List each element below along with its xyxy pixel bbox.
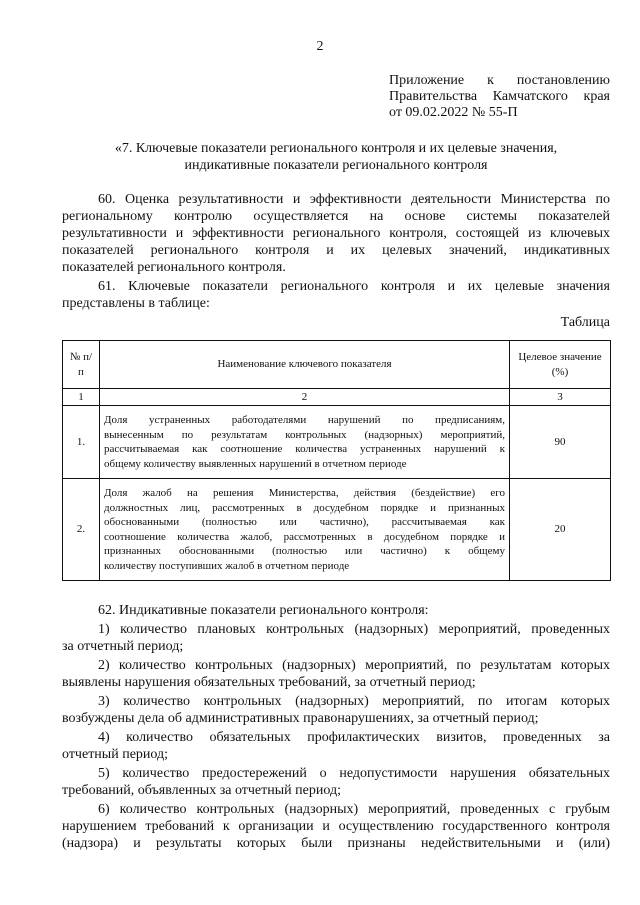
description-line: Доля жалоб на решения Министерства, действия (бездействие) его <box>104 487 505 499</box>
target-value-cell: 90 <box>510 406 611 479</box>
section-title-line-2: индикативные показатели регионального контроля <box>184 157 488 173</box>
key-indicators-table <box>62 340 611 581</box>
list-item-line: 4) количество обязательных профилактических визитов, проведенных за <box>98 730 610 745</box>
list-item-line: 5) количество предостережений о недопустимости нарушения обязательных <box>98 766 610 781</box>
list-item-line: за отчетный период; <box>62 639 184 654</box>
description-line: соотношение количества жалоб, рассмотренных в досудебном порядке и <box>104 530 505 543</box>
section-title <box>62 141 610 174</box>
section-title-line-1: «7. Ключевые показатели регионального контроля и их целевые значения, <box>114 141 558 156</box>
list-item-line: возбуждены дела об административных правонарушениях, за отчетный период; <box>62 711 539 726</box>
description-line: обоснованными (полностью или частично), рассчитываемая как <box>104 516 505 528</box>
list-item-line: нарушением требований к организации и осуществлению государственного контроля <box>62 819 610 834</box>
column-number-cell: 1 <box>63 389 100 406</box>
list-item-line: отчетный период; <box>62 747 169 762</box>
paragraph-61-line: представлены в таблице: <box>62 296 210 311</box>
table-header-row <box>63 341 611 389</box>
paragraph-61-line: 61. Ключевые показатели регионального контроля и их целевые значения <box>98 279 610 294</box>
description-line: общему количеству выявленных нарушений в отчетном периоде <box>104 457 407 470</box>
list-item-line: 6) количество контрольных (надзорных) мероприятий, проведенных с грубым <box>98 802 610 817</box>
paragraph-60-line: показателей регионального контроля и их целевых значений, индикативных <box>62 243 610 258</box>
description-line: количеству поступивших жалоб в отчетном периоде <box>104 559 350 572</box>
appendix-line-2: Правительства Камчатского края <box>389 89 610 104</box>
appendix-line-1: Приложение к постановлению <box>389 73 610 88</box>
paragraph-60-line: 60. Оценка результативности и эффективности деятельности Министерства по <box>98 192 610 207</box>
table-caption: Таблица <box>560 315 610 330</box>
list-item-line: 3) количество контрольных (надзорных) мероприятий, по итогам которых <box>98 694 610 709</box>
row-number-cell: 1. <box>63 406 100 479</box>
description-line: должностных лиц, рассмотренных в досудебном порядке и признанных <box>104 501 505 514</box>
paragraph-60-line: региональному контролю осуществляется на основе системы показателей <box>62 209 610 224</box>
column-number-cell: 2 <box>100 389 510 406</box>
column-header-name: Наименование ключевого показателя <box>100 341 510 389</box>
column-header-number: № п/п <box>63 341 100 389</box>
description-line: признанных обоснованными (полностью или частично) к общему <box>104 545 505 557</box>
table-column-number-row <box>63 389 611 406</box>
list-item-line: (надзора) и результаты которых были признаны недействительными и (или) <box>62 836 610 851</box>
indicator-description-cell <box>100 479 510 581</box>
list-item-line: 2) количество контрольных (надзорных) мероприятий, по результатам которых <box>98 658 610 673</box>
description-line: вынесенным по результатам контрольных (надзорных) мероприятий, <box>104 428 505 441</box>
table-row <box>63 406 611 479</box>
table-row <box>63 479 611 581</box>
list-item-line: 1) количество плановых контрольных (надзорных) мероприятий, проведенных <box>98 622 610 637</box>
row-number-cell: 2. <box>63 479 100 581</box>
paragraph-62-intro: 62. Индикативные показатели регионального контроля: <box>98 603 429 618</box>
page-number: 2 <box>316 39 324 54</box>
paragraph-60-line: показателей регионального контроля. <box>62 260 286 275</box>
indicator-description-cell <box>100 406 510 479</box>
appendix-line-3: от 09.02.2022 № 55-П <box>389 105 518 120</box>
column-header-target: Целевое значение (%) <box>510 341 611 389</box>
target-value-cell: 20 <box>510 479 611 581</box>
description-line: рассчитываемая как соотношение количества устраненных нарушений к <box>104 443 505 455</box>
paragraph-60-line: результативности и эффективности регионального контроля, состоящей из ключевых <box>62 226 610 241</box>
column-number-cell: 3 <box>510 389 611 406</box>
appendix-header <box>389 73 610 121</box>
list-item-line: выявлены нарушения обязательных требований, за отчетный период; <box>62 675 476 690</box>
description-line: Доля устраненных работодателями нарушений по предписаниям, <box>104 414 505 426</box>
list-item-line: требований, объявленных за отчетный период; <box>62 783 341 798</box>
